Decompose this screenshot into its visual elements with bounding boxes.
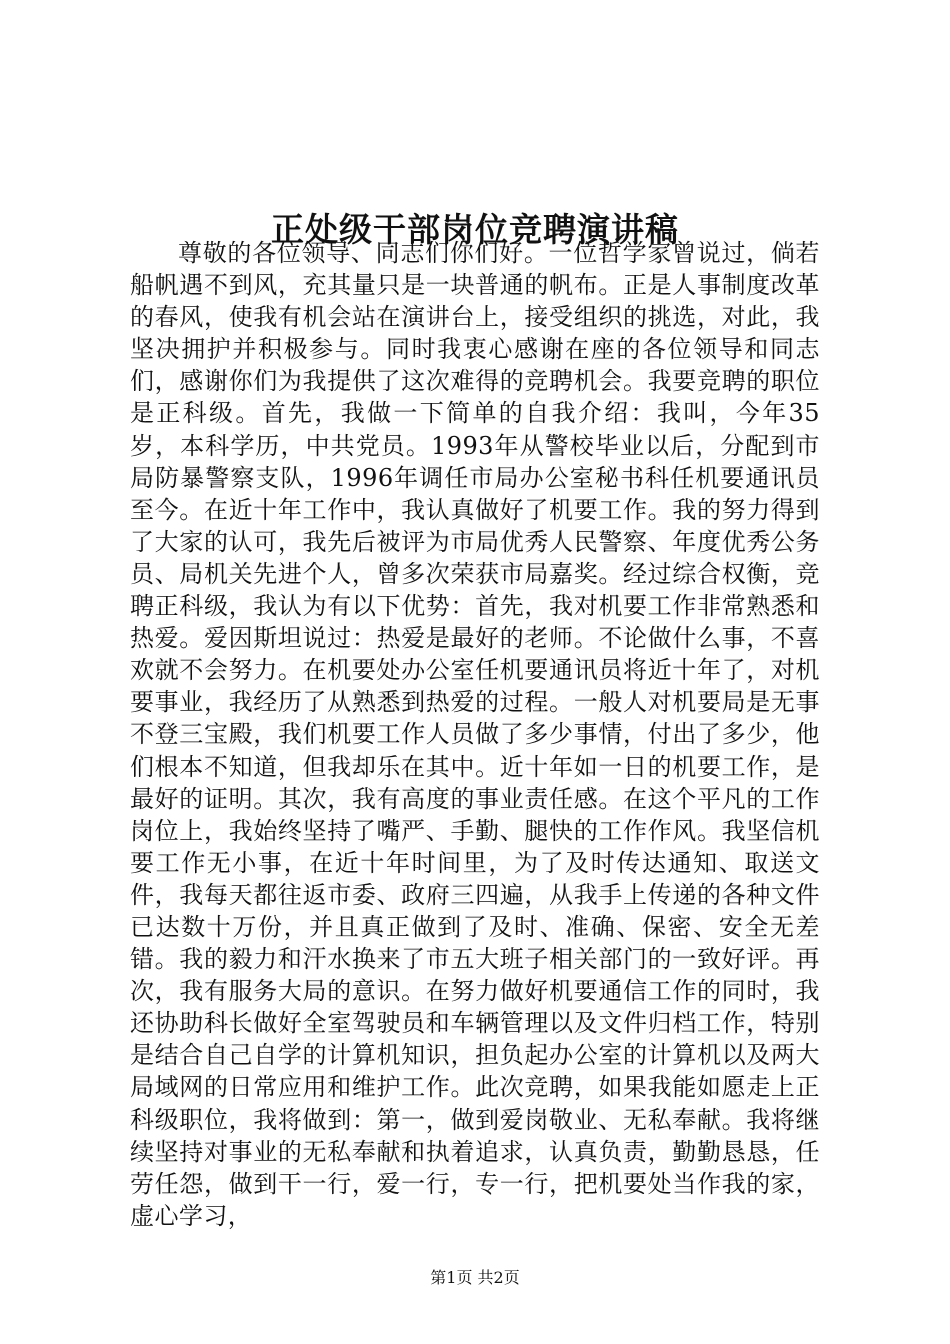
document-body-paragraph: 尊敬的各位领导、同志们你们好。一位哲学家曾说过，倘若船帆遇不到风，充其量只是一块普通的帆布。正是人事制度改革的春风，使我有机会站在演讲台上，接受组织的挑选，对此，我坚决拥护并积极参与。同时我衷心感谢在座的各位领导和同志们，感谢你们为我提供了这次难得的竞聘机会。我要竞聘的职位是正科级。首先，我做一下简单的自我介绍：我叫，今年35岁，本科学历，中共党员。1993年从警校毕业以后，分配到市局防暴警察支队，1996年调任市局办公室秘书科任机要通讯员至今。在近十年工作中，我认真做好了机要工作。我的努力得到了大家的认可，我先后被评为市局优秀人民警察、年度优秀公务员、局机关先进个人，曾多次荣获市局嘉奖。经过综合权衡，竞聘正科级，我认为有以下优势：首先，我对机要工作非常熟悉和热爱。爱因斯坦说过：热爱是最好的老师。不论做什么事，不喜欢就不会努力。在机要处办公室任机要通讯员将近十年了，对机要事业，我经历了从熟悉到热爱的过程。一般人对机要局是无事不登三宝殿，我们机要工作人员做了多少事情，付出了多少，他们根本不知道，但我却乐在其中。近十年如一日的机要工作，是最好的证明。其次，我有高度的事业责任感。在这个平凡的工作岗位上，我始终坚持了嘴严、手勤、腿快的工作作风。我坚信机要工作无小事，在近十年时间里，为了及时传达通知、取送文件，我每天都往返市委、政府三四遍，从我手上传递的各种文件已达数十万份，并且真正做到了及时、准确、保密、安全无差错。我的毅力和汗水换来了市五大班子相关部门的一致好评。再次，我有服务大局的意识。在努力做好机要通信工作的同时，我还协助科长做好全室驾驶员和车辆管理以及文件归档工作，特别是结合自己自学的计算机知识，担负起办公室的计算机以及两大局域网的日常应用和维护工作。此次竞聘，如果我能如愿走上正科级职位，我将做到：第一，做到爱岗敬业、无私奉献。我将继续坚持对事业的无私奉献和执着追求，认真负责，勤勤恳恳，任劳任怨，做到干一行，爱一行，专一行，把机要处当作我的家，虚心学习， — [130, 239, 820, 1230]
document-title: 正处级干部岗位竞聘演讲稿 — [271, 210, 679, 250]
page-footer: 第1页 共2页 — [430, 1268, 520, 1287]
